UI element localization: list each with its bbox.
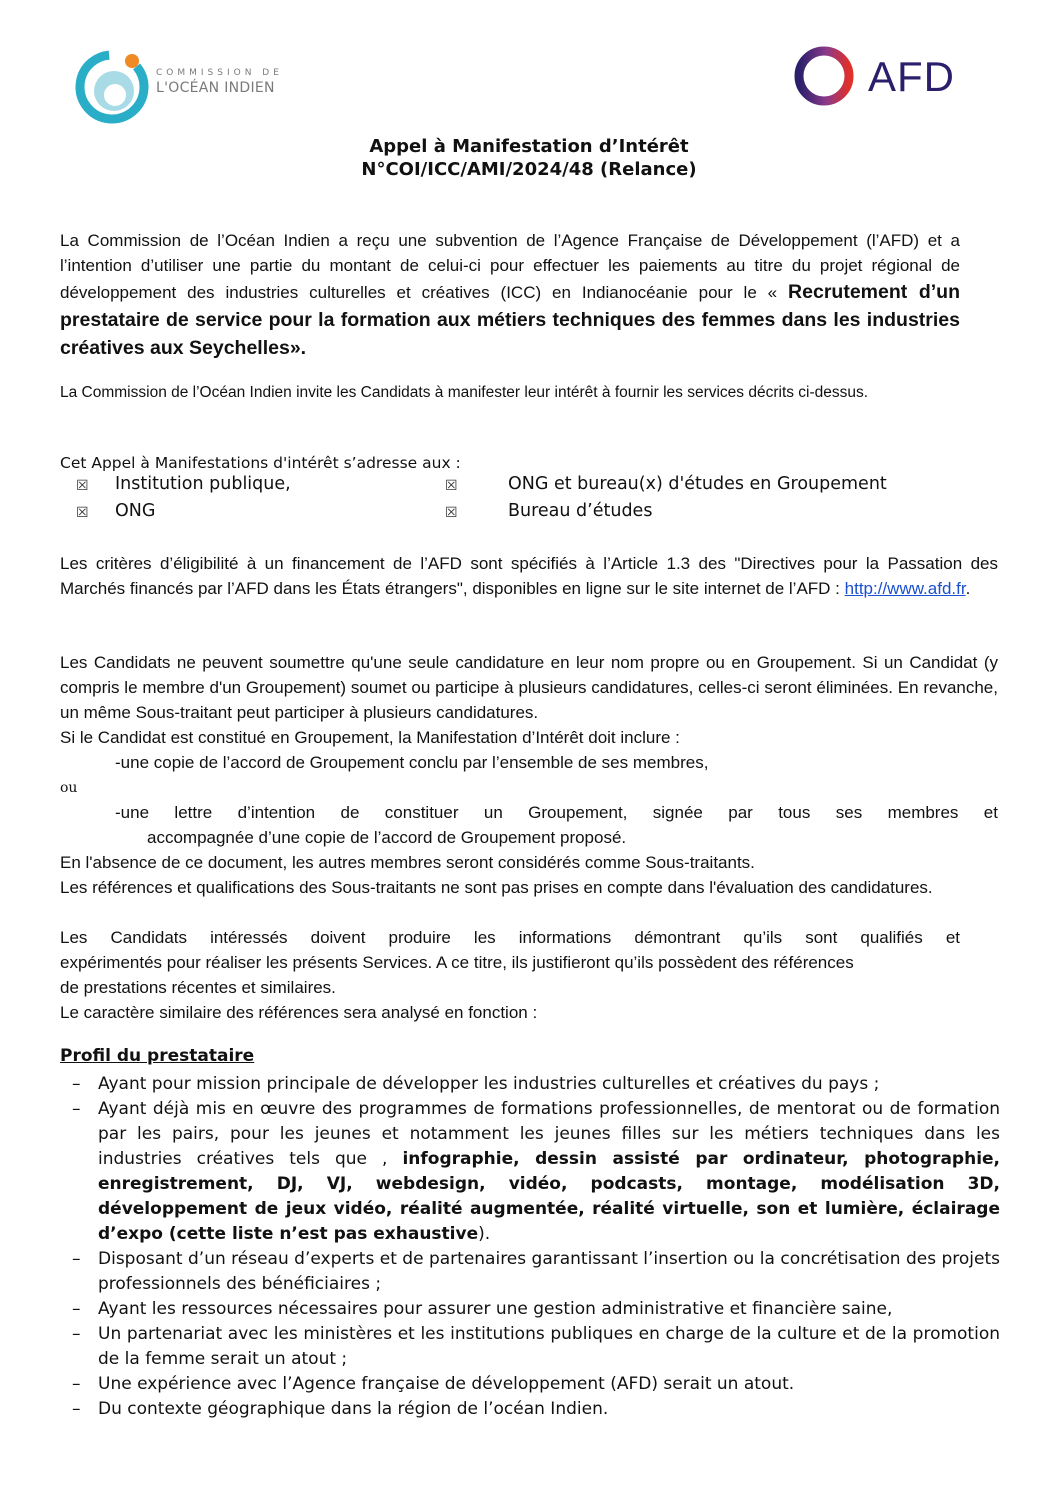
list-item-text: Du contexte géographique dans la région de l’océan Indien. bbox=[98, 1399, 609, 1419]
eligibility-end: . bbox=[965, 579, 971, 598]
checkbox-checked-icon[interactable]: ☒ bbox=[76, 478, 89, 494]
audience-row-2 bbox=[60, 501, 960, 528]
audience-heading: Cet Appel à Manifestations d'intérêt s’adresse aux : bbox=[60, 454, 461, 472]
document-title bbox=[0, 135, 1058, 181]
candidates-paragraph-5-line3: de prestations récentes et similaires. bbox=[60, 978, 336, 997]
candidates-paragraph-1: Les Candidats ne peuvent soumettre qu'une seule candidature en leur nom propre ou en Groupement. Si un Candidat (y compris le membre d'un Groupement) soumet ou participe à plusieurs candidatures, celles-ci seront éliminées. En revanche, un même Sous-traitant peut participer à plusieurs candidatures. bbox=[60, 653, 998, 722]
list-item bbox=[60, 1097, 1000, 1247]
dash-bullet-icon: – bbox=[72, 1074, 81, 1094]
intro-object-bold: Recrutement d’un prestataire de service pour la formation aux métiers techniques des femmes dans les industries créatives aux Seychelles». bbox=[60, 281, 960, 359]
list-item-text-end: ). bbox=[478, 1224, 491, 1244]
dash-bullet-icon: – bbox=[72, 1249, 81, 1269]
list-item bbox=[60, 1397, 1000, 1422]
audience-item-ong: ONG bbox=[115, 501, 156, 521]
dash-bullet-icon: – bbox=[72, 1324, 81, 1344]
checkbox-checked-icon[interactable]: ☒ bbox=[445, 505, 458, 521]
coi-logo-line1: COMMISSION DE bbox=[156, 68, 283, 78]
list-item bbox=[60, 1072, 1000, 1097]
afd-ring-icon bbox=[790, 44, 860, 110]
candidates-paragraph-6: Le caractère similaire des références sera analysé en fonction : bbox=[60, 1003, 538, 1022]
coi-logo bbox=[74, 45, 294, 125]
list-item-text: Ayant pour mission principale de développer les industries culturelles et créatives du pays ; bbox=[98, 1074, 880, 1094]
group-option-1: -une copie de l’accord de Groupement conclu par l’ensemble de ses membres, bbox=[115, 753, 709, 772]
list-item-bold-text: infographie, dessin assisté par ordinateur, photographie, enregistrement, DJ, VJ, webdesign, vidéo, podcasts, montage, modélisation 3D, développement de jeux vidéo, réalité augmentée, réalité virtuelle, son et lumière, éclairage d’expo (cette liste n’est pas exhaustive bbox=[98, 1149, 1001, 1244]
coi-logo-text bbox=[156, 67, 283, 97]
candidates-paragraph-5-line2: expérimentés pour réaliser les présents Services. A ce titre, ils justifieront qu’ils possèdent des références bbox=[60, 953, 854, 972]
dash-bullet-icon: – bbox=[72, 1399, 81, 1419]
intro-text: La Commission de l’Océan Indien a reçu une subvention de l’Agence Française de Développement (l’AFD) et a l’intention d’utiliser une partie du montant de celui-ci pour effectuer les paiements au titre du projet régional de développement des industries culturelles et créatives (ICC) en Indianocéanie pour le « bbox=[60, 231, 960, 302]
profile-heading: Profil du prestataire bbox=[60, 1046, 255, 1066]
list-item-text: Un partenariat avec les ministères et les institutions publiques en charge de la culture et de la promotion de la femme serait un atout ; bbox=[98, 1324, 1000, 1369]
eligibility-text: Les critères d’éligibilité à un financement de l’AFD sont spécifiés à l’Article 1.3 des "Directives pour la Passation des Marchés financés par l’AFD dans les États étrangers", disponibles en ligne sur le site internet de l’AFD : bbox=[60, 554, 998, 598]
list-item-text: Ayant les ressources nécessaires pour assurer une gestion administrative et financière saine, bbox=[98, 1299, 893, 1319]
list-item bbox=[60, 1247, 1000, 1297]
or-separator: ou bbox=[60, 780, 78, 796]
list-item-text: Disposant d’un réseau d’experts et de partenaires garantissant l’insertion ou la concrétisation des projets professionnels des bénéficiaires ; bbox=[98, 1249, 1000, 1294]
list-item bbox=[60, 1297, 1000, 1322]
audience-item-bureau: Bureau d’études bbox=[508, 501, 653, 521]
dash-bullet-icon: – bbox=[72, 1374, 81, 1394]
candidates-paragraph-4: Les références et qualifications des Sous-traitants ne sont pas prises en compte dans l'évaluation des candidatures. bbox=[60, 878, 933, 897]
list-item-text: Ayant déjà mis en œuvre des programmes de formations professionnelles, de mentorat ou de formation par les pairs, pour les jeunes et notamment les jeunes filles sur les métiers techniques dans les industries créatives tels que , bbox=[98, 1099, 1000, 1169]
afd-logo bbox=[790, 44, 970, 110]
dash-bullet-icon: – bbox=[72, 1099, 81, 1119]
candidates-paragraph-2: Si le Candidat est constitué en Groupement, la Manifestation d’Intérêt doit inclure : bbox=[60, 728, 680, 747]
coi-logo-line2: L'OCÉAN INDIEN bbox=[156, 80, 275, 96]
eligibility-paragraph bbox=[60, 551, 998, 601]
audience-row-1 bbox=[60, 474, 960, 501]
group-option-2-line1: -une lettre d’intention de constituer un Groupement, signée par tous ses membres et bbox=[115, 803, 998, 822]
afd-logo-text: AFD bbox=[868, 53, 955, 100]
dash-bullet-icon: – bbox=[72, 1299, 81, 1319]
list-item bbox=[60, 1372, 1000, 1397]
list-item-text: Une expérience avec l’Agence française de développement (AFD) serait un atout. bbox=[98, 1374, 795, 1394]
audience-item-institution: Institution publique, bbox=[115, 474, 291, 494]
group-option-2-line2: accompagnée d’une copie de l’accord de Groupement proposé. bbox=[147, 828, 627, 847]
afd-website-link[interactable]: http://www.afd.fr bbox=[844, 579, 966, 598]
coi-emblem-icon bbox=[74, 45, 154, 125]
title-reference: N°COI/ICC/AMI/2024/48 (Relance) bbox=[361, 159, 697, 180]
profile-list bbox=[60, 1072, 1000, 1422]
title-line-1: Appel à Manifestation d’Intérêt bbox=[369, 136, 689, 157]
candidates-paragraph-5-line1: Les Candidats intéressés doivent produire les informations démontrant qu’ils sont qualifiés et bbox=[60, 928, 960, 947]
audience-section bbox=[60, 452, 960, 528]
intro-paragraph bbox=[60, 228, 960, 362]
invite-paragraph: La Commission de l’Océan Indien invite les Candidats à manifester leur intérêt à fournir les services décrits ci-dessus. bbox=[60, 384, 869, 401]
list-item bbox=[60, 1322, 1000, 1372]
checkbox-checked-icon[interactable]: ☒ bbox=[76, 505, 89, 521]
audience-item-ong-groupement: ONG et bureau(x) d'études en Groupement bbox=[508, 474, 887, 494]
candidates-paragraph-3: En l'absence de ce document, les autres membres seront considérés comme Sous-traitants. bbox=[60, 853, 755, 872]
checkbox-checked-icon[interactable]: ☒ bbox=[445, 478, 458, 494]
